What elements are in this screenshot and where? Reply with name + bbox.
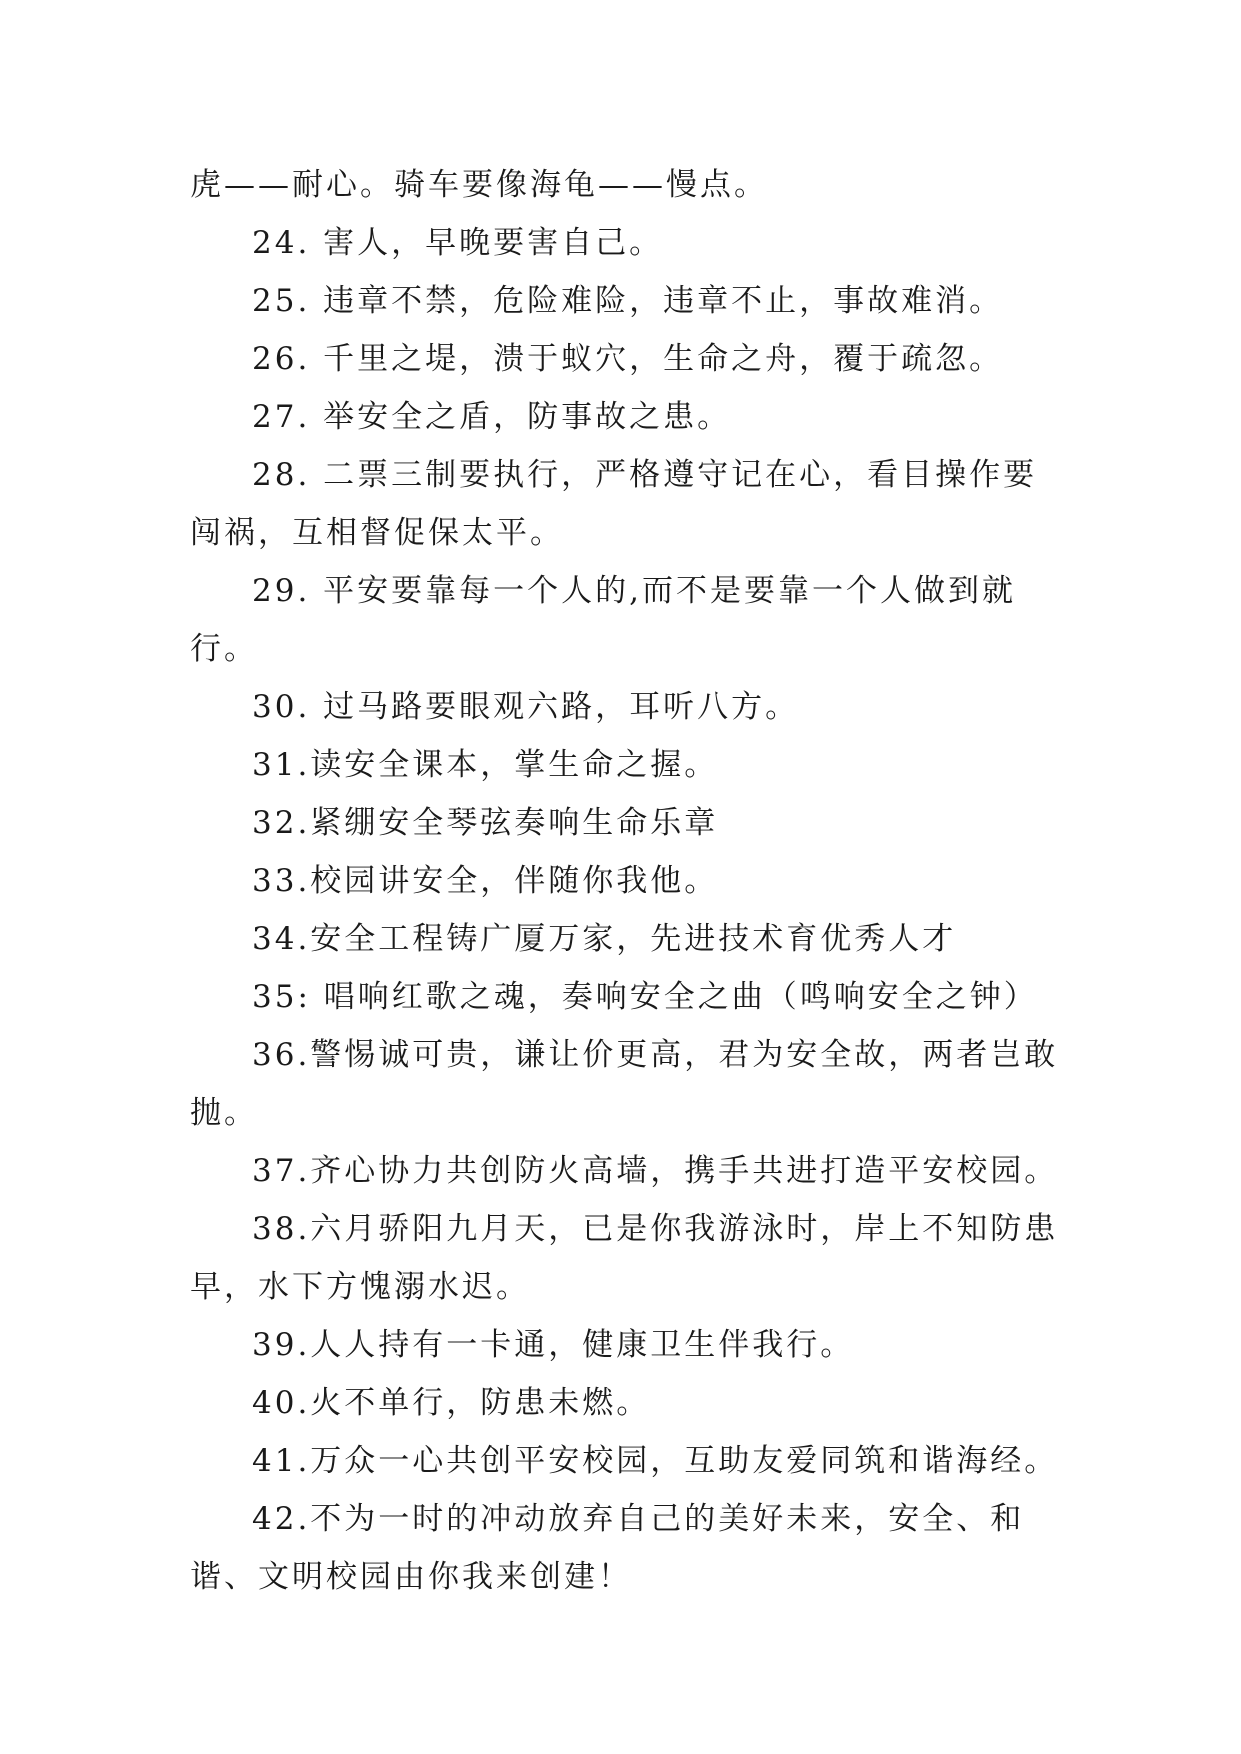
paragraph-line: 39.人人持有一卡通，健康卫生伴我行。 bbox=[252, 1327, 855, 1363]
paragraph-line: 42.不为一时的冲动放弃自己的美好未来，安全、和谐、文明校园由你我来创建！ bbox=[190, 1501, 1025, 1595]
paragraph-line: 27. 举安全之盾，防事故之患。 bbox=[252, 399, 732, 435]
paragraph-line: 26. 千里之堤，溃于蚁穴，生命之舟，覆于疏忽。 bbox=[252, 341, 1004, 377]
paragraph-line: 30. 过马路要眼观六路，耳听八方。 bbox=[252, 689, 800, 725]
paragraph-line: 24. 害人，早晚要害自己。 bbox=[252, 225, 664, 261]
paragraph-line: 36.警惕诚可贵，谦让价更高，君为安全故，两者岂敢抛。 bbox=[190, 1037, 1059, 1131]
document-body bbox=[190, 156, 1070, 1606]
paragraph-line: 28. 二票三制要执行，严格遵守记在心，看目操作要闯祸，互相督促保太平。 bbox=[190, 457, 1038, 551]
paragraph-line: 34.安全工程铸广厦万家，先进技术育优秀人才 bbox=[252, 921, 957, 957]
paragraph-line: 33.校园讲安全，伴随你我他。 bbox=[252, 863, 719, 899]
paragraph-line: 35: 唱响红歌之魂，奏响安全之曲（鸣响安全之钟） bbox=[252, 979, 1038, 1015]
paragraph-line: 37.齐心协力共创防火高墙，携手共进打造平安校园。 bbox=[252, 1153, 1059, 1189]
paragraph-line: 29. 平安要靠每一个人的,而不是要靠一个人做到就行。 bbox=[190, 573, 1017, 667]
paragraph-line: 25. 违章不禁，危险难险，违章不止，事故难消。 bbox=[252, 283, 1004, 319]
paragraph-line: 31.读安全课本，掌生命之握。 bbox=[252, 747, 719, 783]
paragraph-line: 38.六月骄阳九月天，已是你我游泳时，岸上不知防患早，水下方愧溺水迟。 bbox=[190, 1211, 1059, 1305]
paragraph-line: 32.紧绷安全琴弦奏响生命乐章 bbox=[252, 805, 719, 841]
paragraph-line: 虎——耐心。骑车要像海龟——慢点。 bbox=[190, 167, 768, 203]
paragraph-line: 40.火不单行，防患未燃。 bbox=[252, 1385, 651, 1421]
paragraph-line: 41.万众一心共创平安校园，互助友爱同筑和谐海经。 bbox=[252, 1443, 1059, 1479]
